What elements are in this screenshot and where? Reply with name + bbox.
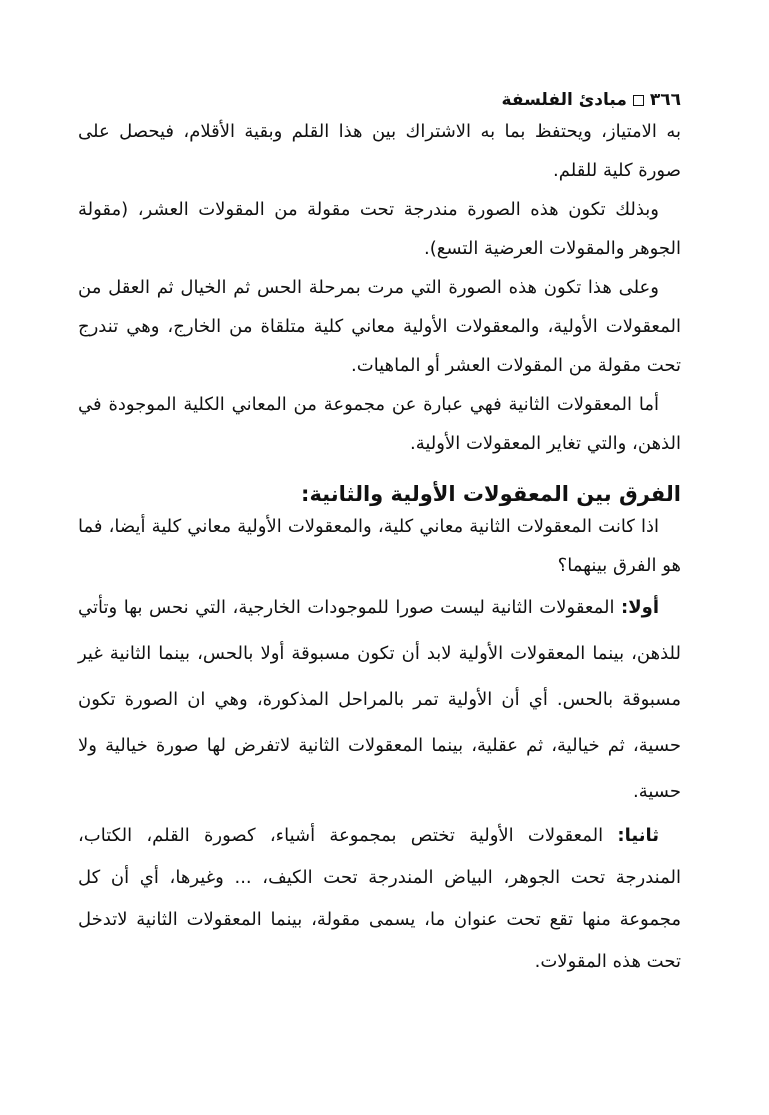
section-intro: اذا كانت المعقولات الثانية معاني كلية، والمعقولات الأولية معاني كلية أيضا، فما هو الفرق بينهما؟ (78, 516, 681, 576)
paragraph-4: أما المعقولات الثانية فهي عبارة عن مجموعة من المعاني الكلية الموجودة في الذهن، والتي تغاير المعقولات الأولية. (78, 394, 681, 454)
page-body (78, 112, 681, 983)
point-first-label: أولا: (621, 597, 659, 618)
square-separator-icon (633, 95, 644, 106)
book-title: مبادئ الفلسفة (501, 90, 627, 110)
point-first (78, 585, 681, 815)
point-second (78, 815, 681, 983)
point-first-text: المعقولات الثانية ليست صورا للموجودات الخارجية، التي نحس بها وتأتي للذهن، بينما المعقولات الأولية لابد أن تكون مسبوقة أولا بالحس، بينما الثانية غير مسبوقة بالحس. أي أن الأولية تمر بالمراحل المذكورة، وهي ان الصورة تكون حسية، ثم خيالية، ثم عقلية، بينما المعقولات الثانية لاتفرض لها صورة خيالية ولا حسية. (78, 597, 681, 802)
paragraph-3: وعلى هذا تكون هذه الصورة التي مرت بمرحلة الحس ثم الخيال ثم العقل من المعقولات الأولية، والمعقولات الأولية معاني كلية متلقاة من الخارج، وهي تندرج تحت مقولة من المقولات العشر أو الماهيات. (78, 277, 681, 376)
section-heading: الفرق بين المعقولات الأولية والثانية: (301, 482, 681, 506)
paragraph-1: به الامتياز، ويحتفظ بما به الاشتراك بين هذا القلم وبقية الأقلام، فيحصل على صورة كلية للقلم. (78, 121, 681, 181)
page-number: ٣٦٦ (649, 90, 681, 110)
point-second-text: المعقولات الأولية تختص بمجموعة أشياء، كصورة القلم، الكتاب، المندرجة تحت الجوهر، البياض المندرجة تحت الكيف، ... وغيرها، أي أن كل مجموعة منها تقع تحت عنوان ما، يسمى مقولة، بينما المعقولات الثانية لاتدخل تحت هذه المقولات. (78, 825, 681, 972)
point-second-label: ثانيا: (617, 825, 659, 846)
running-header (502, 90, 681, 110)
paragraph-2: وبذلك تكون هذه الصورة مندرجة تحت مقولة من المقولات العشر، (مقولة الجوهر والمقولات العرضية التسع). (78, 199, 681, 259)
